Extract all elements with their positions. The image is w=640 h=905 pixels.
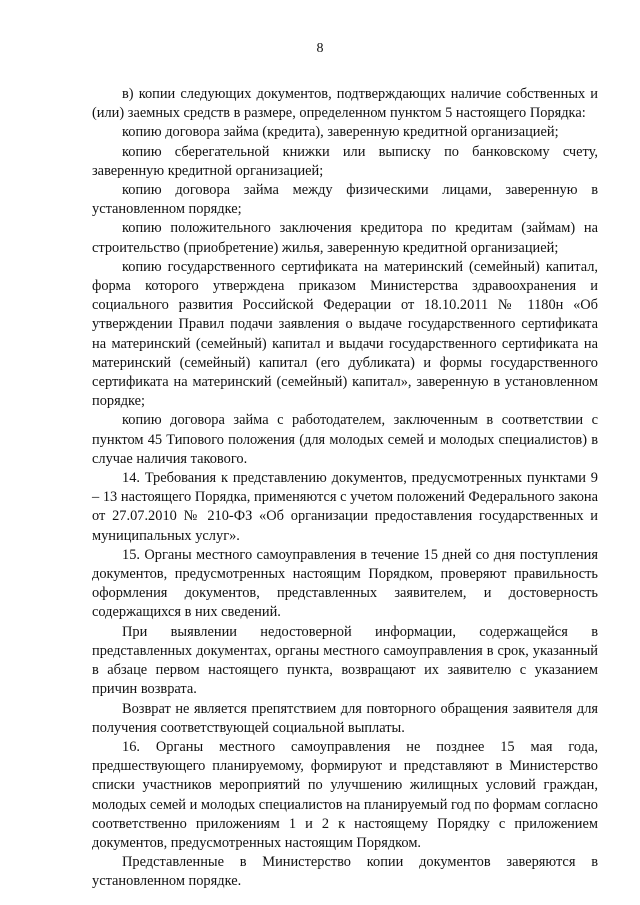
paragraph-clause-16-certification: Представленные в Министерство копии документов заверяются в установленном порядке. bbox=[92, 854, 598, 890]
paragraph-clause-15: 15. Органы местного самоуправления в течение 15 дней со дня поступления документов, предусмотренных настоящим Порядком, проверяют правильность оформления документов, представленных заявителем, и достоверность содержащихся в них сведений. bbox=[92, 546, 598, 621]
paragraph-clause-15-return: При выявлении недостоверной информации, содержащейся в представленных документах, органы местного самоуправления в срок, указанный в абзаце первом настоящего пункта, возвращают их заявителю с указанием причин возврата. bbox=[92, 623, 598, 698]
paragraph-clause-14: 14. Требования к представлению документов, предусмотренных пунктами 9 – 13 настоящего Порядка, применяются с учетом положений Федерального закона от 27.07.2010 № 210-ФЗ «Об организации предоставления государственных и муниципальных услуг». bbox=[92, 470, 598, 544]
paragraph-savings-book-copy: копию сберегательной книжки или выписку по банковскому счету, заверенную кредитной организацией; bbox=[92, 143, 598, 179]
paragraph-loan-agreement-copy: копию договора займа (кредита), заверенную кредитной организацией; bbox=[122, 124, 559, 141]
paragraph-employer-loan-copy: копию договора займа с работодателем, заключенным в соответствии с пунктом 45 Типового положения (для молодых семей и молодых специалистов) в случае наличия такового. bbox=[92, 412, 598, 467]
document-body bbox=[92, 85, 598, 892]
paragraph-creditor-conclusion-copy: копию положительного заключения кредитора по кредитам (займам) на строительство (приобретение) жилья, заверенную кредитной организацией; bbox=[92, 220, 598, 256]
paragraph-clause-15-resubmission: Возврат не является препятствием для повторного обращения заявителя для получения соответствующей социальной выплаты. bbox=[92, 700, 598, 736]
page-number: 8 bbox=[316, 41, 324, 56]
paragraph-maternity-capital-copy: копию государственного сертификата на материнский (семейный) капитал, форма которого утверждена приказом Министерства здравоохранения и социального развития Российской Федерации от 18.10.2011 № 1180н «Об утверждении Правил подачи заявления о выдаче государственного сертификата на материнский (семейный) капитал и выдачи государственного сертификата на материнский (семейный) капитал (его дубликата) и формы государственного сертификата на материнский (семейный) капитал», заверенную в установленном порядке; bbox=[92, 258, 598, 410]
paragraph-clause-16: 16. Органы местного самоуправления не позднее 15 мая года, предшествующего планируемому, формируют и представляют в Министерство списки участников мероприятий по улучшению жилищных условий граждан, молодых семей и молодых специалистов на планируемый год по формам согласно соответственно приложениям 1 и 2 к настоящему Порядку с приложением документов, предусмотренных настоящим Порядком. bbox=[92, 738, 598, 851]
paragraph-private-loan-copy: копию договора займа между физическими лицами, заверенную в установленном порядке; bbox=[92, 182, 598, 218]
paragraph-copies-list-intro: в) копии следующих документов, подтверждающих наличие собственных и (или) заемных средств в размере, определенном пунктом 5 настоящего Порядка: bbox=[92, 86, 598, 122]
